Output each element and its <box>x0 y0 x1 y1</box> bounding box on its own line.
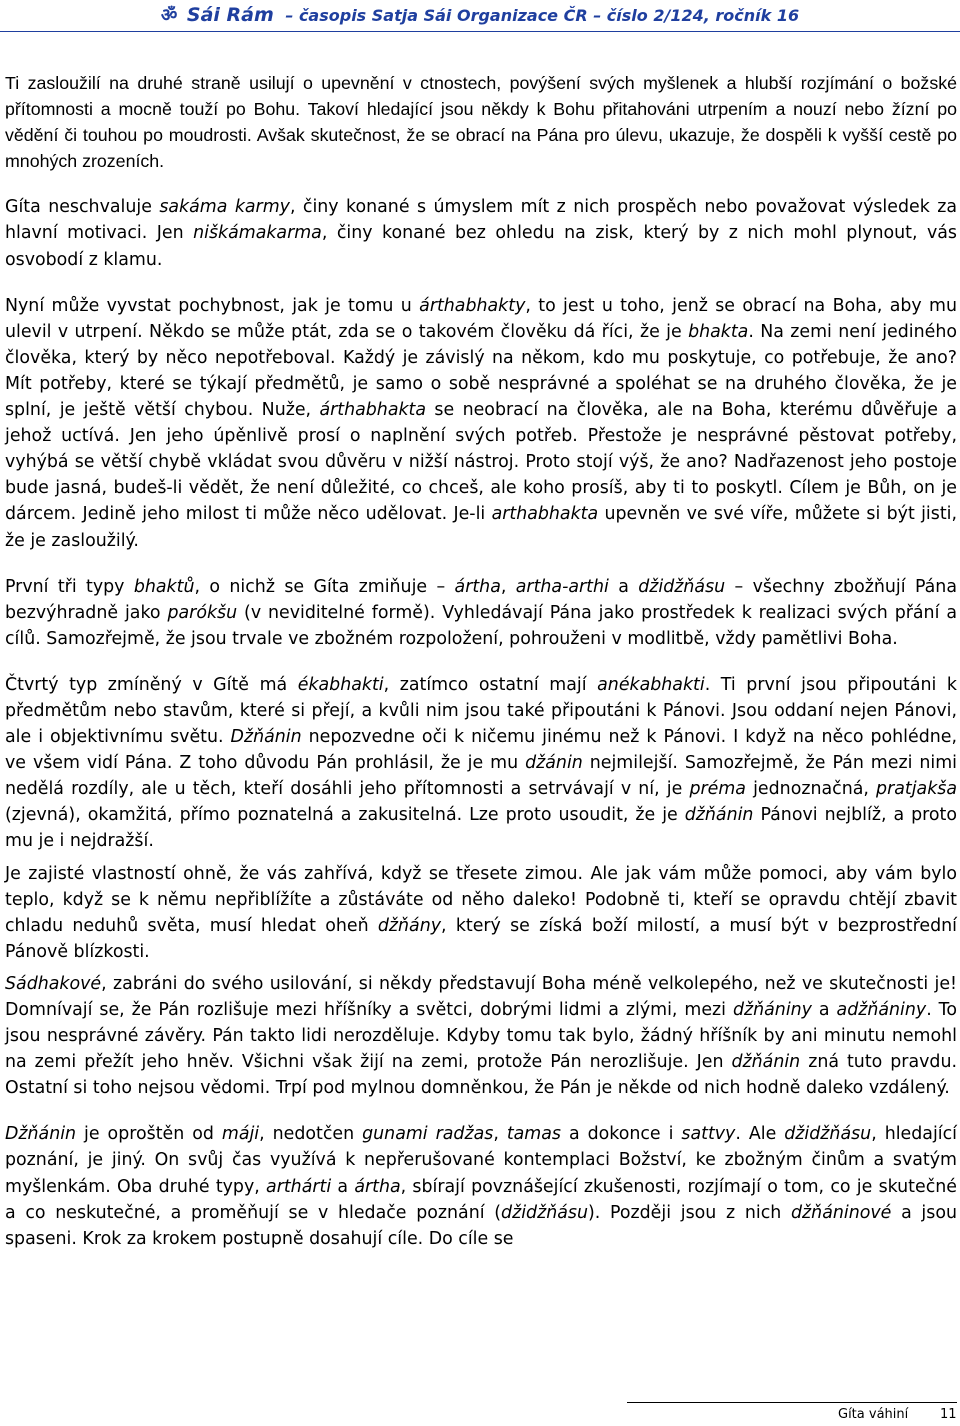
emphasized-term: džánin <box>525 753 583 774</box>
emphasized-term: sakáma karmy <box>159 197 290 218</box>
emphasized-term: ártha <box>354 1176 401 1197</box>
text-run: . Ti první jsou připoutáni k předmětům nebo stavům, které si přejí, a kvůli nim jsou také připoutáni k Pánovi. Jsou oddaní nejen Pánovi, ale i objektivnímu světu. <box>5 674 958 748</box>
text-run: nepozvedne oči k ničemu jinému než k Pánovi. I když na něco pohlédne, ve všem vidí Pána. Z toho důvodu Pán prohlásil, že je mu <box>5 727 957 774</box>
paragraph <box>5 574 957 652</box>
text-run: Nyní může vyvstat pochybnost, jak je tomu u <box>5 295 420 316</box>
emphasized-term: džňány <box>377 915 442 936</box>
paragraph <box>5 70 957 174</box>
footer-divider <box>627 1402 957 1403</box>
footer-page-number: 11 <box>940 1407 957 1422</box>
text-run: se neobrací na člověka, ale na Boha, kterému důvěřuje a jehož uctívá. Jen jeho úpěnlivě prosí o naplnění svých potřeb. Přestože je nesprávné pěstovat potřeby, vyhýbá se větší chybě vkládat svou důvěru v nižší nástroj. Proto stojí výš, že ano? Nadřazenost jeho postoje bude jasná, budeš-li vědět, že není důležité, co chceš, ale koho prosíš, aby ti to poskytl. Cílem je Bůh, on je dárcem. Jedině jeho milost ti může něco udělovat. Je-li <box>5 400 957 525</box>
text-run: Čtvrtý typ zmíněný v Gítě má <box>5 674 298 695</box>
text-run: Pánovi nejblíž, a proto mu je i nejdražší. <box>5 805 957 852</box>
emphasized-term: adžňániny <box>836 1000 927 1020</box>
text-run: , zabráni do svého usilování, si někdy představují Boha méně velkolepého, než ve skutečnosti je! Domnívají se, že Pán rozlišuje mezi hříšníky a světci, dobrými lidmi a zlými, mezi <box>5 973 957 1020</box>
emphasized-term: ártha <box>454 576 501 597</box>
emphasized-term: árthabhakty <box>419 295 526 316</box>
emphasized-term: artha-arthi <box>515 576 609 597</box>
emphasized-term: ékabhakti <box>297 674 384 695</box>
emphasized-term: džňániny <box>732 1000 812 1020</box>
text-run: , který se získá boží milostí, a musí být v bezprostřední Pánově blízkosti. <box>5 915 957 962</box>
paragraph <box>5 1121 957 1251</box>
paragraph <box>5 672 957 855</box>
emphasized-term: pratjakša <box>876 779 957 800</box>
text-run: a dokonce i <box>560 1124 682 1145</box>
emphasized-term: sattvy <box>681 1124 736 1145</box>
emphasized-term: džňánin <box>731 1052 801 1073</box>
paragraph <box>5 971 957 1101</box>
text-run: , <box>493 1124 507 1145</box>
paragraph <box>5 293 957 554</box>
text-run: . To jsou nesprávné závěry. Pán takto lidi nerozděluje. Kdyby tomu tak bylo, žádný hříšník by ani minutu nemohl na zemi přežít jeho hněv. Všichni však žijí na zemi, protože Pán nerozlišuje. Jen <box>5 1000 957 1073</box>
article-body <box>5 70 957 1272</box>
text-run: , nedotčen <box>259 1124 363 1145</box>
footer-section-label: Gíta váhiní <box>838 1407 909 1422</box>
text-run: Je zajisté vlastností ohně, že vás zahřívá, když se třesete zimou. Ale jak vám může pomoci, aby vám bylo teplo, když se k němu nepřiblížíte a zůstáváte od něho daleko! Podobně ti, kteří se opravdu chtějí zbavit chladu neduhů světa, musí hledat oheň <box>5 863 957 936</box>
emphasized-term: džňánin <box>684 805 754 826</box>
text-run: – všechny zbožňují Pána bezvýhradně jako <box>5 576 957 623</box>
text-run: , činy konané s úmyslem mít z nich prospěch nebo považovat výsledek za hlavní motivaci. Jen <box>5 197 957 244</box>
magazine-subtitle: – časopis Satja Sái Organizace ČR – číslo 2/124, ročník 16 <box>285 6 800 25</box>
emphasized-term: arthárti <box>266 1176 332 1197</box>
emphasized-term: Džňánin <box>230 727 302 748</box>
text-run: nejmilejší. Samozřejmě, že Pán mezi nimi nedělá rozdíly, ale u těch, kteří dosáhli jeho přítomnosti a setrvávají v ní, je <box>5 753 957 800</box>
text-run: (zjevná), okamžitá, přímo poznatelná a zakusitelná. Lze proto usoudit, že je <box>5 805 685 826</box>
emphasized-term: tamas <box>506 1124 561 1145</box>
text-run: , hledající poznání, je jiný. On svůj čas využívá k nepřerušované kontemplaci Božství, ke zbožným činům a svatým myšlenkám. Oba druhé typy, <box>5 1124 958 1197</box>
text-run: . Na zemi není jediného člověka, který by něco nepotřeboval. Každý je závislý na někom, kdo mu poskytuje, co potřebuje, že ano? Mít potřeby, které se týkají předmětů, je samo o sobě nesprávné a spoléhat se na druhého člověka, že je splní, je ještě větší chybou. Nuže, <box>5 321 958 421</box>
text-run: jednoznačná, <box>745 779 877 800</box>
text-run: , o nichž se Gíta zmiňuje – <box>194 576 455 597</box>
paragraph <box>5 194 957 272</box>
magazine-title: Sái Rám <box>186 4 274 26</box>
emphasized-term: máji <box>221 1124 260 1145</box>
text-run: a <box>811 1000 837 1020</box>
emphasized-term: Džňánin <box>5 1124 77 1145</box>
page-header <box>0 0 960 33</box>
text-run: (v neviditelné formě). Vyhledávají Pána jako prostředek k realizaci svých přání a cílů. Samozřejmě, že jsou trvale ve zbožném rozpoložení, pohrouženi v modlitbě, vždy pamětlivi Boha. <box>5 602 957 649</box>
emphasized-term: préma <box>689 779 746 800</box>
paragraph <box>5 861 957 965</box>
text-run: je oproštěn od <box>76 1124 222 1145</box>
emphasized-term: parókšu <box>167 602 238 623</box>
text-run: , zatímco ostatní mají <box>383 674 598 695</box>
emphasized-term: anékabhakti <box>597 674 705 695</box>
header-divider <box>0 31 960 32</box>
text-run: První tři typy <box>5 576 134 597</box>
text-run: Ti zasloužilí na druhé straně usilují o upevnění v ctnostech, povýšení svých myšlenek a hlubší rozjímání o božské přítomnosti a mocně touží po Bohu. Takoví hledající jsou někdy k Bohu přitahováni utrpením a nouzí nebo žízní po vědění či touhou po moudrosti. Avšak skutečnost, že se obrací na Pána pro úlevu, ukazuje, že dospěli k vyšší cestě po mnohých zrozeních. <box>5 73 957 172</box>
emphasized-term: arthabhakta <box>491 504 599 525</box>
emphasized-term: džidžňásu <box>638 576 726 597</box>
text-run: a <box>608 576 639 597</box>
text-run: , sbírají povznášející zkušenosti, rozjímají o tom, co je skutečné a co neskutečné, a proměňují se v hledače poznání ( <box>5 1176 957 1223</box>
emphasized-term: džidžňásu <box>784 1124 872 1145</box>
text-run: upevněn ve své víře, můžete si být jisti, že je zasloužilý. <box>5 504 957 551</box>
text-run: . Ale <box>735 1124 785 1145</box>
om-icon: ॐ <box>160 5 178 26</box>
text-run: Gíta neschvaluje <box>5 197 160 218</box>
text-run: a <box>331 1176 355 1197</box>
text-run: zná tuto pravdu. Ostatní si toho nejsou vědomi. Trpí pod mylnou domněnkou, že Pán je někde od nich hodně daleko vzdálený. <box>5 1052 957 1099</box>
emphasized-term: Sádhakové <box>5 973 102 994</box>
emphasized-term: džidžňásu <box>501 1202 588 1223</box>
emphasized-term: gunami radžas <box>362 1124 494 1145</box>
text-run: , <box>500 576 516 597</box>
emphasized-term: niškámakarma <box>193 223 322 244</box>
text-run: ). Později jsou z nich <box>587 1202 791 1223</box>
emphasized-term: bhakta <box>688 321 749 342</box>
text-run: a jsou spaseni. Krok za krokem postupně dosahují cíle. Do cíle se <box>5 1202 957 1249</box>
emphasized-term: džňáninové <box>791 1202 892 1223</box>
emphasized-term: bhaktů <box>133 576 195 597</box>
text-run: , činy konané bez ohledu na zisk, který by z nich mohl plynout, vás osvobodí z klamu. <box>5 223 957 270</box>
text-run: , to jest u toho, jenž se obrací na Boha, aby mu ulevil v utrpení. Někdo se může ptát, zda se o takovém člověku dá říci, že je <box>5 295 957 342</box>
emphasized-term: árthabhakta <box>319 400 427 421</box>
